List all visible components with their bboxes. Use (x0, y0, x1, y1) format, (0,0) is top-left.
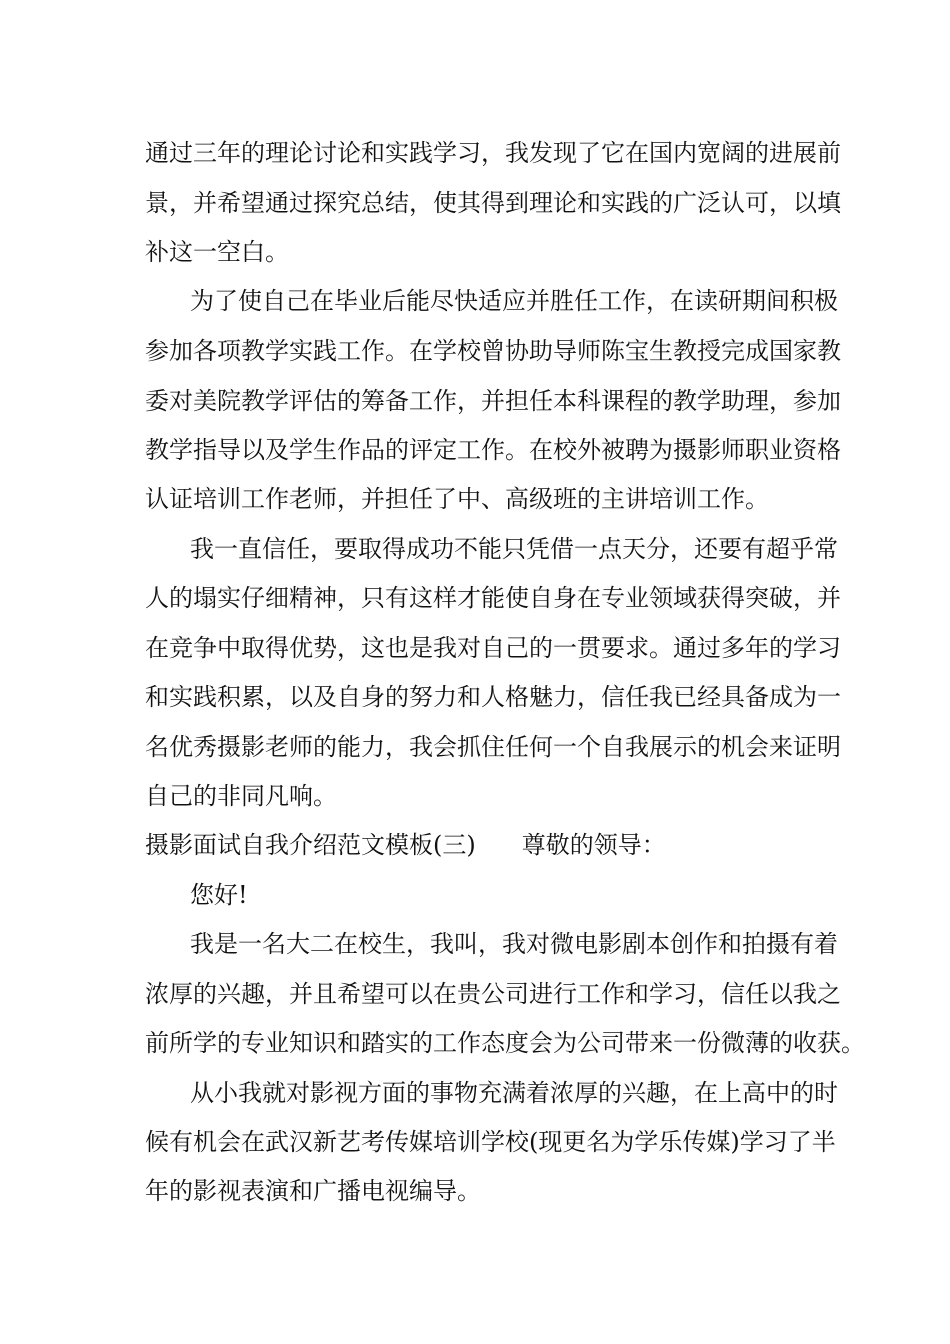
paragraph-line: 通过三年的理论讨论和实践学习，我发现了它在国内宽阔的进展前 (145, 139, 841, 167)
paragraph-line: 自己的非同凡响。 (145, 782, 337, 810)
paragraph-line: 我一直信任，要取得成功不能只凭借一点天分，还要有超乎常 (190, 535, 838, 563)
paragraph-line: 候有机会在武汉新艺考传媒培训学校(现更名为学乐传媒)学习了半 (145, 1128, 836, 1156)
paragraph-line: 补这一空白。 (145, 238, 289, 266)
paragraph-line: 前所学的专业知识和踏实的工作态度会为公司带来一份微薄的收获。 (145, 1029, 865, 1057)
greeting: 您好! (190, 881, 248, 909)
paragraph-line: 和实践积累，以及自身的努力和人格魅力，信任我已经具备成为一 (145, 683, 841, 711)
paragraph-line: 参加各项教学实践工作。在学校曾协助导师陈宝生教授完成国家教 (145, 337, 841, 365)
heading-title: 摄影面试自我介绍范文模板(三) (145, 831, 476, 859)
paragraph-line: 名优秀摄影老师的能力，我会抓住任何一个自我展示的机会来证明 (145, 733, 841, 761)
heading-salutation: 尊敬的领导： (521, 831, 666, 859)
paragraph-line: 教学指导以及学生作品的评定工作。在校外被聘为摄影师职业资格 (145, 436, 841, 464)
paragraph-line: 从小我就对影视方面的事物充满着浓厚的兴趣，在上高中的时 (190, 1079, 838, 1107)
paragraph-line: 为了使自己在毕业后能尽快适应并胜任工作，在读研期间积极 (190, 287, 838, 315)
paragraph-line: 人的塌实仔细精神，只有这样才能使自身在专业领域获得突破，并 (145, 584, 841, 612)
paragraph-line: 认证培训工作老师，并担任了中、高级班的主讲培训工作。 (145, 485, 769, 513)
paragraph-line: 浓厚的兴趣，并且希望可以在贵公司进行工作和学习，信任以我之 (145, 980, 841, 1008)
paragraph-line: 年的影视表演和广播电视编导。 (145, 1177, 481, 1205)
paragraph-line: 景，并希望通过探究总结，使其得到理论和实践的广泛认可，以填 (145, 189, 841, 217)
paragraph-line: 在竞争中取得优势，这也是我对自己的一贯要求。通过多年的学习 (145, 634, 841, 662)
paragraph-line: 委对美院教学评估的筹备工作，并担任本科课程的教学助理，参加 (145, 387, 841, 415)
section-heading (145, 830, 666, 860)
paragraph-line: 我是一名大二在校生，我叫，我对微电影剧本创作和拍摄有着 (190, 930, 838, 958)
